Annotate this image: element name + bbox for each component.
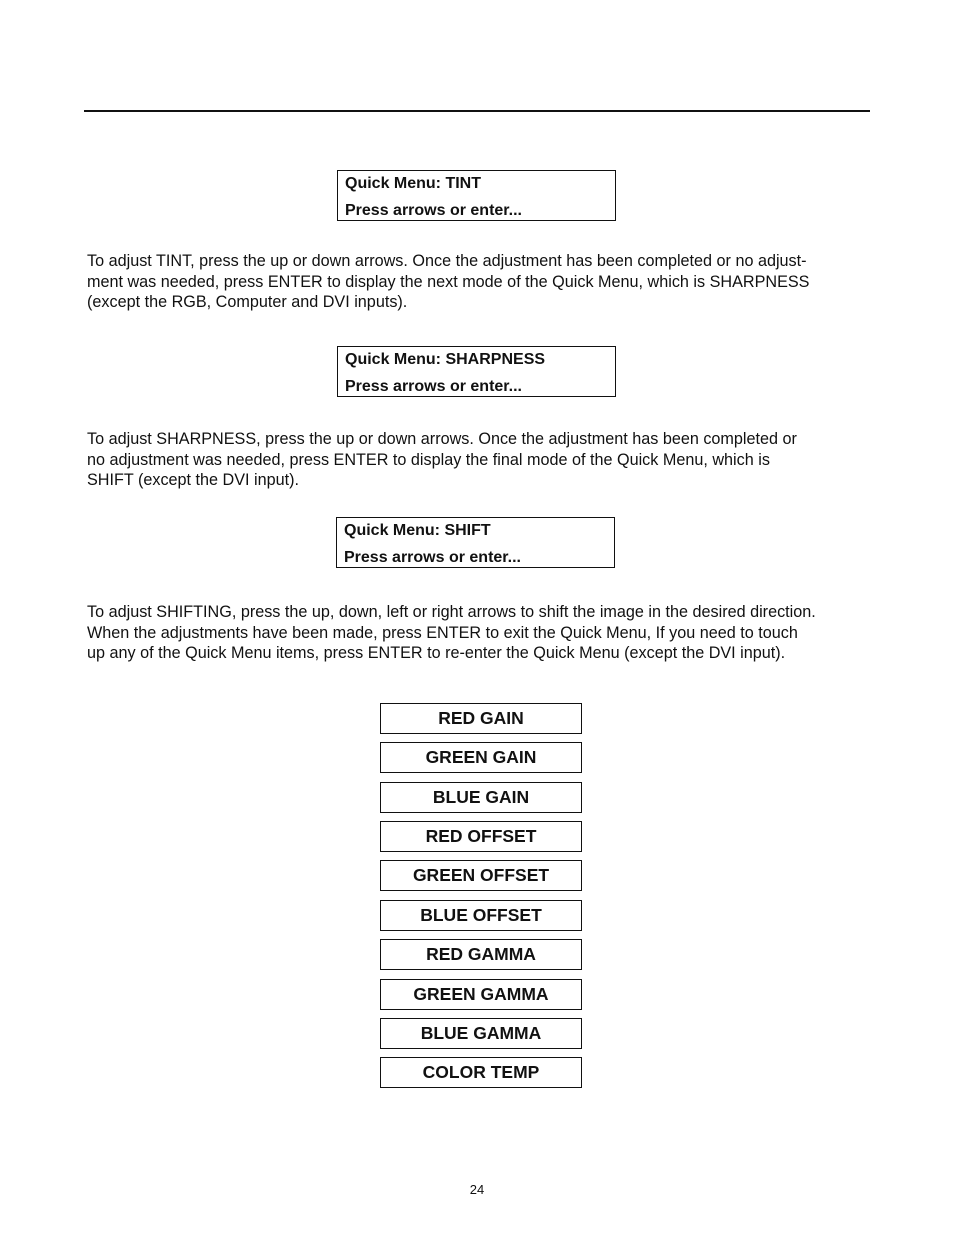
- quick-menu-tint-box: [337, 170, 616, 221]
- menu-item-blue-gamma: BLUE GAMMA: [380, 1018, 582, 1049]
- paragraph-line: (except the RGB, Computer and DVI inputs).: [87, 293, 408, 312]
- menu-item-red-gain: RED GAIN: [380, 703, 582, 734]
- quick-menu-prompt: Press arrows or enter...: [344, 549, 521, 566]
- menu-item-red-offset: RED OFFSET: [380, 821, 582, 852]
- menu-item-green-gamma: GREEN GAMMA: [380, 979, 582, 1010]
- quick-menu-title: Quick Menu: TINT: [345, 175, 481, 192]
- paragraph-line: ment was needed, press ENTER to display the next mode of the Quick Menu, which is SHARPNESS: [87, 272, 810, 291]
- quick-menu-shift-box: [336, 517, 615, 568]
- quick-menu-title: Quick Menu: SHIFT: [344, 522, 491, 539]
- menu-item-green-offset: GREEN OFFSET: [380, 860, 582, 891]
- tint-paragraph: [87, 251, 877, 313]
- paragraph-line: no adjustment was needed, press ENTER to display the final mode of the Quick Menu, which is: [87, 450, 770, 469]
- paragraph-line: When the adjustments have been made, press ENTER to exit the Quick Menu, If you need to touch: [87, 623, 798, 642]
- menu-item-green-gain: GREEN GAIN: [380, 742, 582, 773]
- shifting-paragraph: [87, 602, 877, 664]
- menu-item-color-temp: COLOR TEMP: [380, 1057, 582, 1088]
- menu-item-blue-offset: BLUE OFFSET: [380, 900, 582, 931]
- quick-menu-prompt: Press arrows or enter...: [345, 378, 522, 395]
- header-rule: [84, 110, 870, 112]
- sharpness-paragraph: [87, 429, 877, 491]
- paragraph-line: To adjust SHIFTING, press the up, down, left or right arrows to shift the image in the desired direction.: [87, 603, 816, 621]
- paragraph-line: SHIFT (except the DVI input).: [87, 471, 300, 490]
- menu-item-blue-gain: BLUE GAIN: [380, 782, 582, 813]
- quick-menu-sharpness-box: [337, 346, 616, 397]
- page-number: 24: [469, 1182, 485, 1197]
- quick-menu-title: Quick Menu: SHARPNESS: [345, 351, 546, 368]
- menu-item-red-gamma: RED GAMMA: [380, 939, 582, 970]
- paragraph-line: up any of the Quick Menu items, press ENTER to re-enter the Quick Menu (except the DVI input).: [87, 644, 786, 663]
- paragraph-line: To adjust SHARPNESS, press the up or down arrows. Once the adjustment has been completed or: [87, 430, 797, 448]
- paragraph-line: To adjust TINT, press the up or down arrows. Once the adjustment has been completed or no adjust-: [87, 252, 807, 270]
- quick-menu-prompt: Press arrows or enter...: [345, 202, 522, 219]
